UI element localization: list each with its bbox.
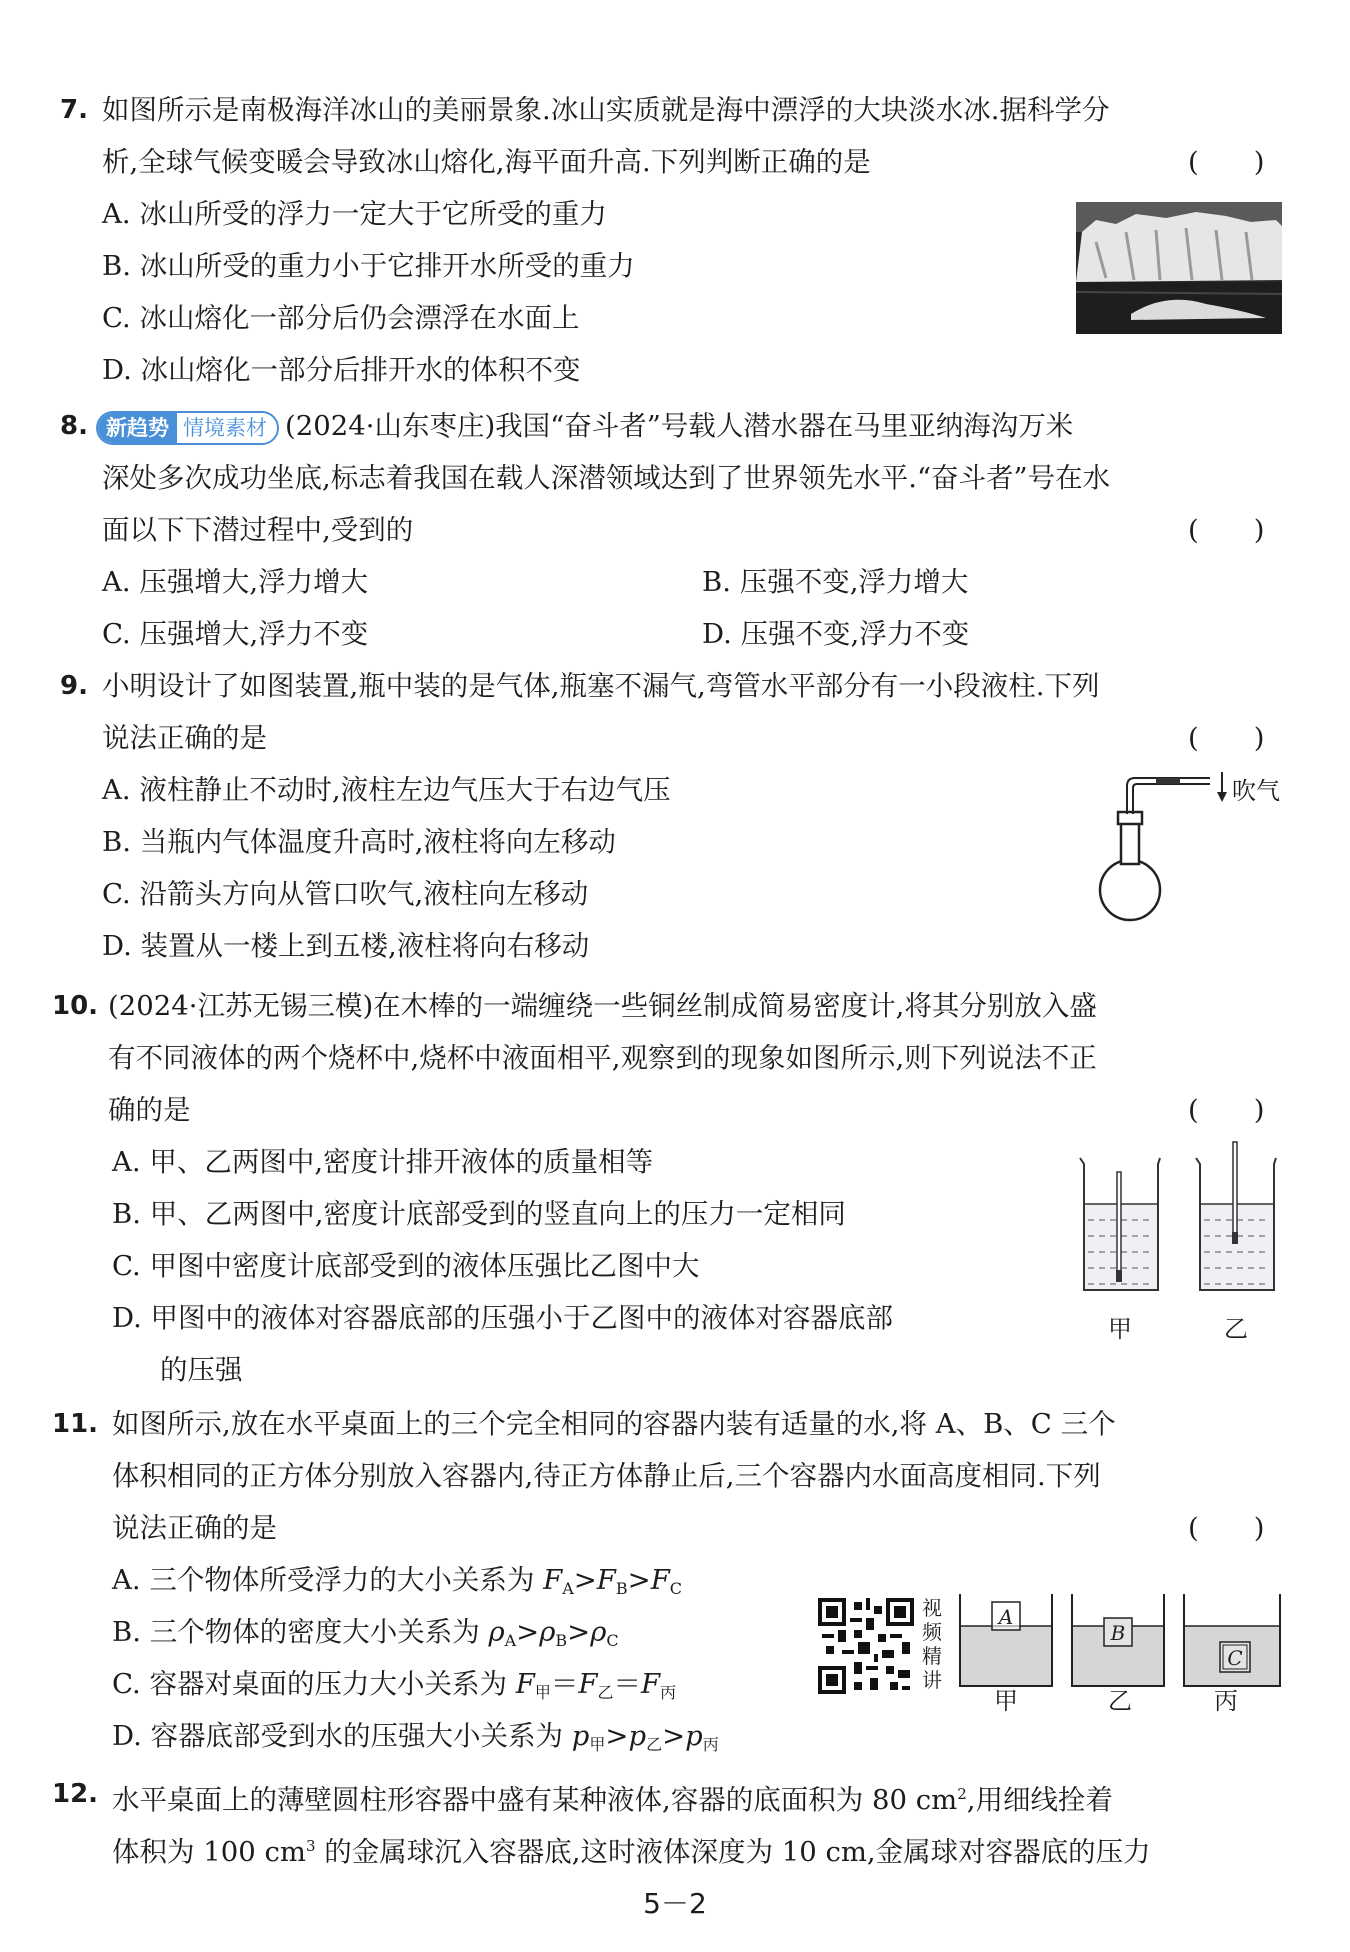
badge-new-trend: 新趋势 [98, 413, 177, 443]
q11-stem-line3: 说法正确的是 [112, 1512, 277, 1544]
page-number: 5－2 [643, 1887, 707, 1920]
q7-answer-paren: ( ) [1188, 146, 1265, 178]
blow-air-label: 吹气 [1232, 777, 1280, 805]
q10-stem-line3: 确的是 [108, 1094, 191, 1126]
q7-number: 7. [60, 95, 88, 125]
cube-label-b: B [1110, 1621, 1126, 1645]
q11-stem-line2: 体积相同的正方体分别放入容器内,待正方体静止后,三个容器内水面高度相同.下列 [112, 1460, 1101, 1492]
q9-stem-line2: 说法正确的是 [102, 722, 267, 754]
q11-option-a-text: A. 三个物体所受浮力的大小关系为 [112, 1564, 544, 1596]
q12-stem-line2 [112, 1826, 1151, 1872]
q10-stem-line2: 有不同液体的两个烧杯中,烧杯中液面相平,观察到的现象如图所示,则下列说法不正 [108, 1042, 1097, 1074]
q9-option-c: C. 沿箭头方向从管口吹气,液柱向左移动 [102, 878, 589, 910]
beaker-label-yi: 乙 [1224, 1315, 1248, 1343]
container-label-yi: 乙 [1108, 1687, 1132, 1715]
q12-stem-line2-b: 的金属球沉入容器底,这时液体深度为 10 cm,金属球对容器底的压力 [315, 1836, 1151, 1868]
q12-sup-2: 2 [957, 1785, 967, 1803]
q8-stem-line1-text: (2024·山东枣庄)我国“奋斗者”号载人潜水器在马里亚纳海沟万米 [285, 410, 1074, 442]
q11-option-d-text: D. 容器底部受到水的压强大小关系为 [112, 1720, 572, 1752]
density-meter-beakers-figure [1070, 1140, 1290, 1300]
q8-option-c: C. 压强增大,浮力不变 [102, 618, 369, 650]
q10-option-a: A. 甲、乙两图中,密度计排开液体的质量相等 [112, 1146, 654, 1178]
q12-sup-3: 3 [305, 1837, 316, 1855]
q11-option-c: C. 容器对桌面的压力大小关系为 $F_甲=F_乙=F_丙$ [112, 1668, 677, 1702]
badge-context-material: 情境素材 [183, 415, 267, 440]
trend-badge [96, 411, 279, 445]
q8-stem-line1 [96, 406, 1073, 446]
q10-option-d-continued: 的压强 [160, 1354, 243, 1386]
container-label-bing: 丙 [1214, 1687, 1238, 1715]
q12-stem-line2-a: 体积为 100 cm [112, 1836, 306, 1868]
video-lecture-label: 视频精讲 [922, 1596, 942, 1692]
q7-stem-line1: 如图所示是南极海洋冰山的美丽景象.冰山实质就是海中漂浮的大块淡水冰.据科学分 [102, 94, 1110, 126]
q7-option-c: C. 冰山熔化一部分后仍会漂浮在水面上 [102, 302, 580, 334]
q11-number: 11. [52, 1409, 99, 1439]
video-qr-code[interactable] [818, 1598, 914, 1694]
q12-number: 12. [52, 1779, 99, 1809]
q8-option-a: A. 压强增大,浮力增大 [102, 566, 369, 598]
cube-label-a: A [998, 1605, 1014, 1629]
q11-option-d: D. 容器底部受到水的压强大小关系为 $p_甲>p_乙>p_丙$ [112, 1720, 719, 1754]
q9-option-a: A. 液柱静止不动时,液柱左边气压大于右边气压 [102, 774, 671, 806]
q9-stem-line1: 小明设计了如图装置,瓶中装的是气体,瓶塞不漏气,弯管水平部分有一小段液柱.下列 [102, 670, 1100, 702]
q9-number: 9. [60, 671, 88, 701]
q10-option-c: C. 甲图中密度计底部受到的液体压强比乙图中大 [112, 1250, 700, 1282]
q7-option-d: D. 冰山熔化一部分后排开水的体积不变 [102, 354, 581, 386]
q10-option-b: B. 甲、乙两图中,密度计底部受到的竖直向上的压力一定相同 [112, 1198, 846, 1230]
q7-option-b: B. 冰山所受的重力小于它排开水所受的重力 [102, 250, 635, 282]
q11-option-b-text: B. 三个物体的密度大小关系为 [112, 1616, 489, 1648]
q11-option-a: A. 三个物体所受浮力的大小关系为 $F_A>F_B>F_C$ [112, 1564, 683, 1598]
beaker-label-jia: 甲 [1108, 1315, 1132, 1343]
q11-answer-paren: ( ) [1188, 1512, 1265, 1544]
q8-option-b: B. 压强不变,浮力增大 [702, 566, 969, 598]
q8-option-d: D. 压强不变,浮力不变 [702, 618, 970, 650]
q11-option-b: B. 三个物体的密度大小关系为 $\rho_A>\rho_B>\rho_C$ [112, 1616, 619, 1650]
q7-stem-line2: 析,全球气候变暖会导致冰山熔化,海平面升高.下列判断正确的是 [102, 146, 871, 178]
cube-label-c: C [1227, 1646, 1243, 1670]
q10-option-d: D. 甲图中的液体对容器底部的压强小于乙图中的液体对容器底部 [112, 1302, 894, 1334]
q10-stem-line1: (2024·江苏无锡三模)在木棒的一端缠绕一些铜丝制成简易密度计,将其分别放入盛 [108, 990, 1097, 1022]
q11-stem-line1: 如图所示,放在水平桌面上的三个完全相同的容器内装有适量的水,将 A、B、C 三个 [112, 1408, 1116, 1440]
q10-answer-paren: ( ) [1188, 1094, 1265, 1126]
container-label-jia: 甲 [994, 1687, 1018, 1715]
q9-answer-paren: ( ) [1188, 722, 1265, 754]
q11-option-c-text: C. 容器对桌面的压力大小关系为 [112, 1668, 516, 1700]
three-containers-figure [958, 1594, 1284, 1690]
q9-option-b: B. 当瓶内气体温度升高时,液柱将向左移动 [102, 826, 616, 858]
q10-number: 10. [52, 991, 99, 1021]
q8-stem-line3: 面以下下潜过程中,受到的 [102, 514, 414, 546]
q7-option-a: A. 冰山所受的浮力一定大于它所受的重力 [102, 198, 607, 230]
iceberg-photo [1076, 202, 1282, 334]
q8-answer-paren: ( ) [1188, 514, 1265, 546]
q12-stem-line1-a: 水平桌面上的薄壁圆柱形容器中盛有某种液体,容器的底面积为 80 cm [112, 1784, 958, 1816]
q8-stem-line2: 深处多次成功坐底,标志着我国在载人深潜领域达到了世界领先水平.“奋斗者”号在水 [102, 462, 1111, 494]
q12-stem-line1-b: ,用细线拴着 [966, 1784, 1113, 1816]
q12-stem-line1 [112, 1774, 1113, 1820]
q8-number: 8. [60, 411, 88, 441]
q9-option-d: D. 装置从一楼上到五楼,液柱将向右移动 [102, 930, 590, 962]
